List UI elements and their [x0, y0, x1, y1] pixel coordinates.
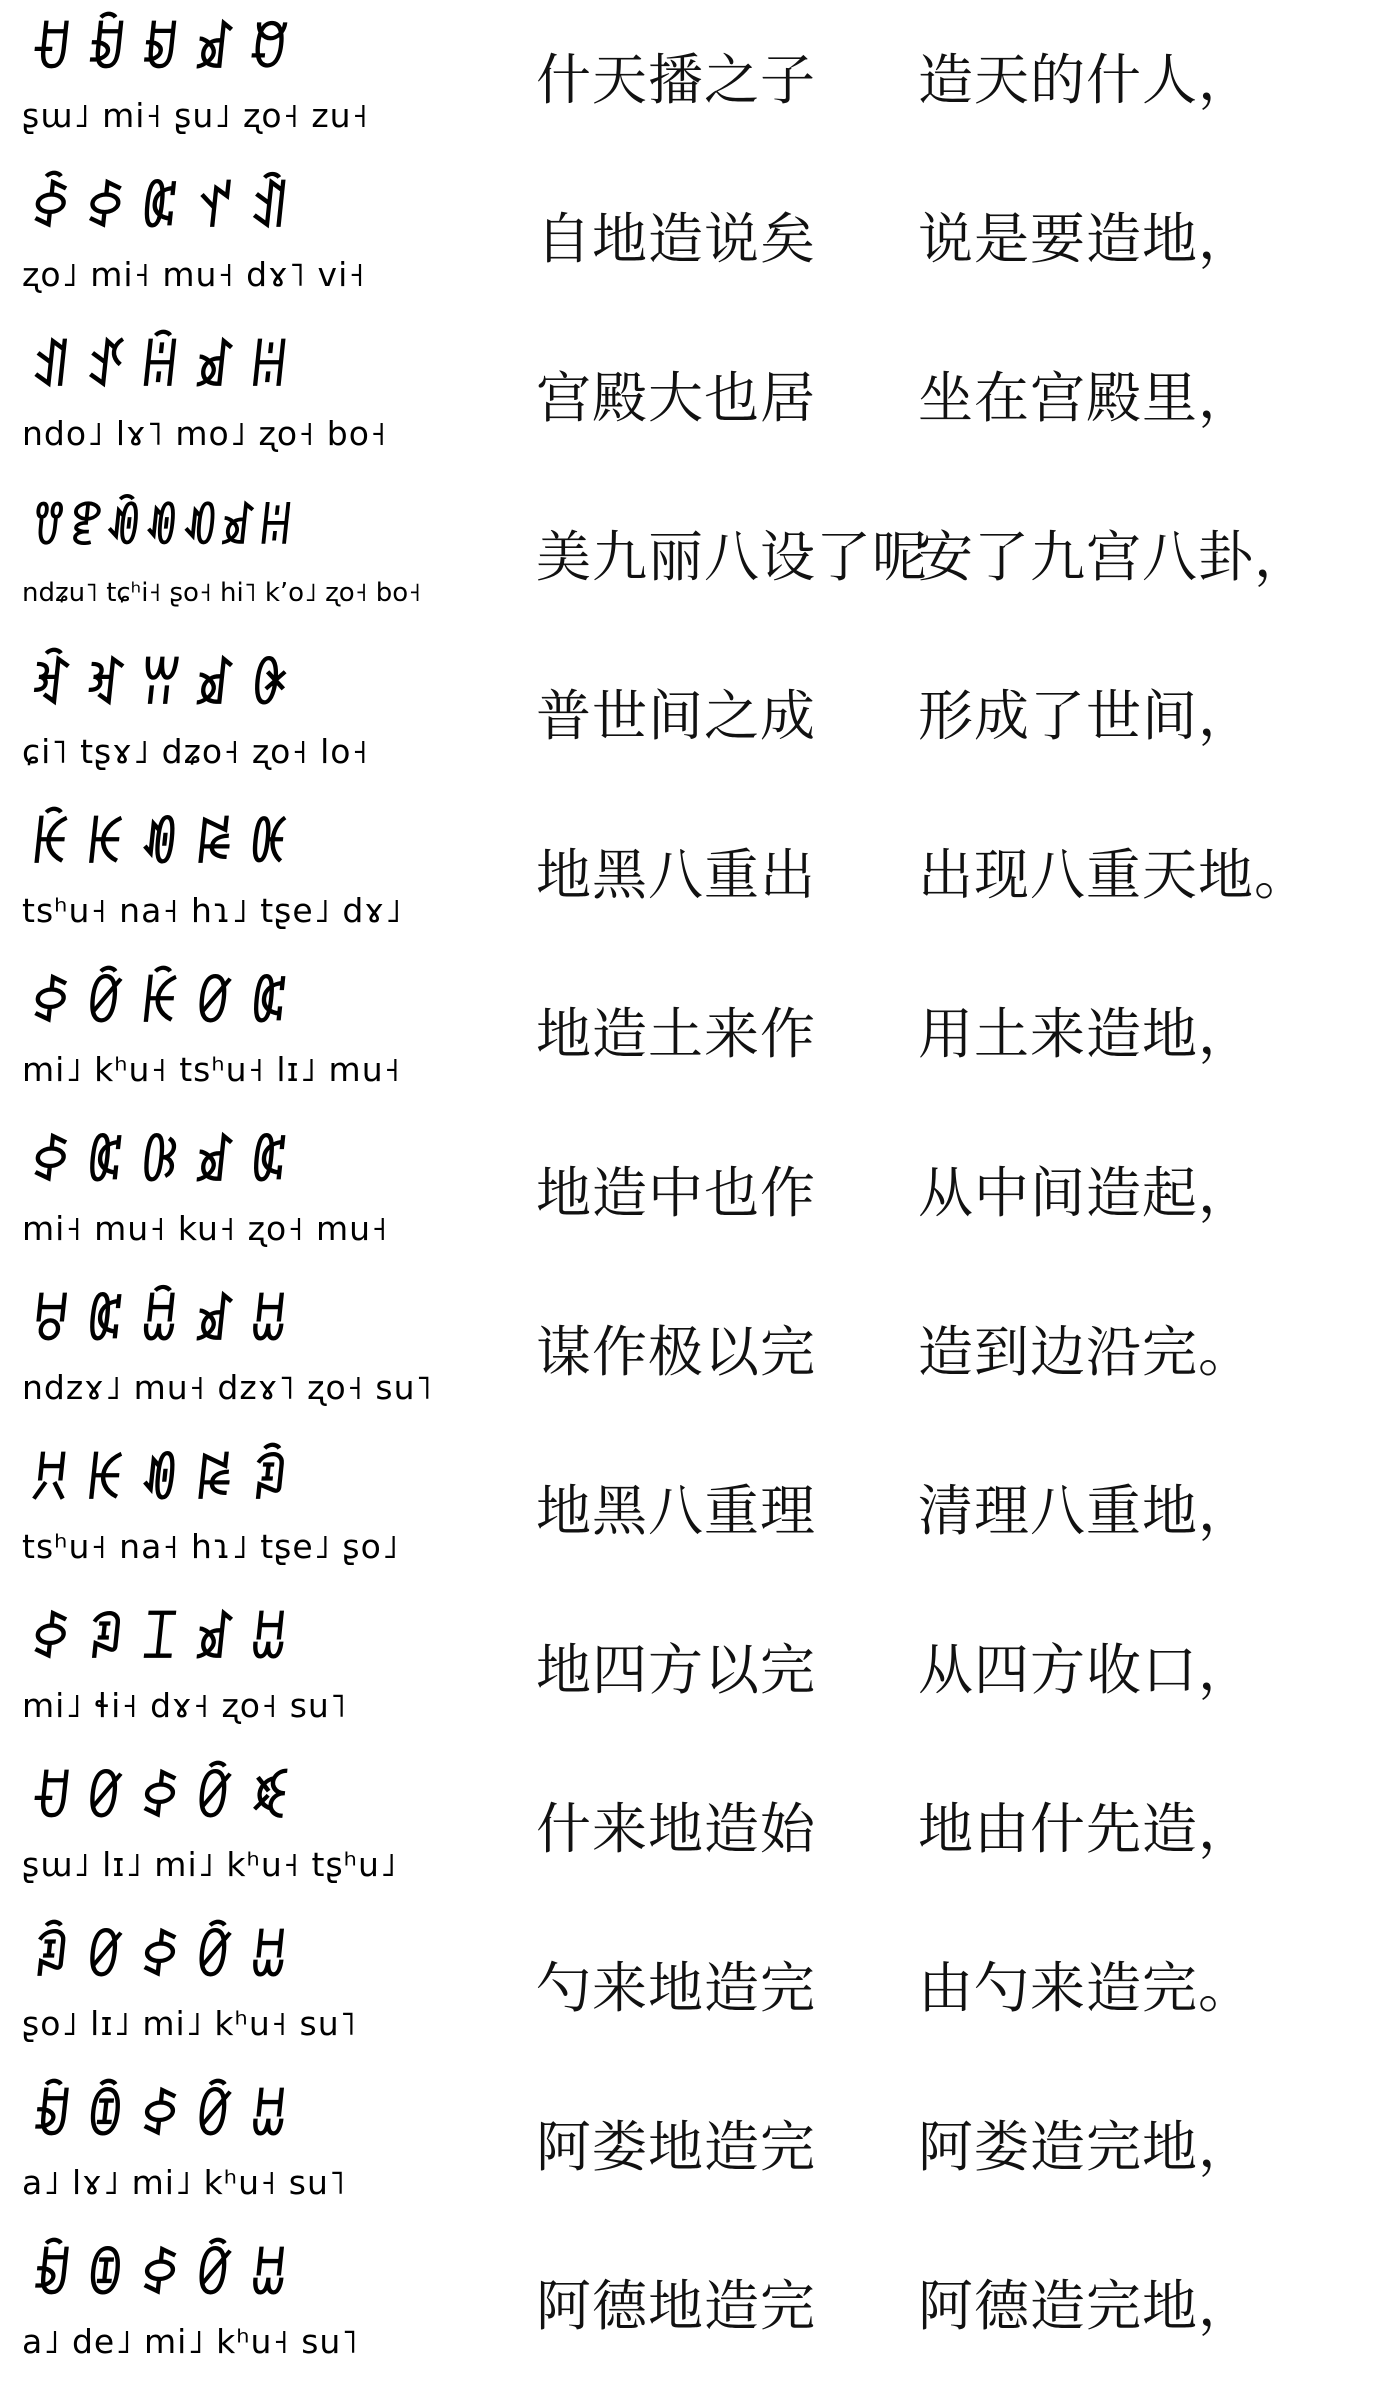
translation: 造天的什人， — [918, 48, 1255, 112]
yi-script-block — [22, 1119, 452, 1269]
yi-script-block — [22, 165, 452, 315]
verse-row — [0, 477, 1379, 636]
verse-row — [0, 1272, 1379, 1431]
literal-gloss: 地四方以完 — [536, 1638, 817, 1702]
literal-gloss: 地黑八重理 — [536, 1479, 817, 1543]
romanization-line: a˩ lɤ˩ mi˩ kʰu˧ su˥ — [22, 2163, 347, 2202]
literal-gloss: 美九丽八设了呢 — [536, 525, 929, 589]
yi-script-block — [22, 2073, 452, 2223]
yi-script-line: ꀎꀏꀐꀑꀒꀃꀍ — [27, 500, 299, 554]
yi-script-block — [22, 801, 452, 951]
yi-script-block — [22, 483, 452, 633]
translation: 地由什先造， — [918, 1797, 1255, 1861]
romanization-line: tsʰu˧ na˧ hɿ˩ tʂe˩ dɤ˩ — [22, 891, 403, 930]
yi-script-block — [22, 960, 452, 1110]
yi-script-line: ꀊꀋꀌꀃꀍ — [26, 338, 307, 398]
romanization-line: mi˩ ɬi˧ dɤ˧ ʐo˧ su˥ — [22, 1686, 348, 1725]
yi-script-block — [22, 1437, 452, 1587]
yi-script-line: ꀞꀇꀟꀃꀠ — [26, 1292, 307, 1352]
yi-script-line: ꀆꀛꀗꀜꀇ — [26, 974, 307, 1034]
translation: 从四方收口， — [918, 1638, 1255, 1702]
yi-script-line: ꀓꀔꀕꀃꀖ — [26, 656, 307, 716]
translation: 用土来造地， — [918, 1002, 1255, 1066]
romanization-line: ʐo˩ mi˧ mu˧ dɤ˥ vi˧ — [22, 255, 366, 294]
literal-gloss: 勺来地造完 — [536, 1956, 817, 2020]
translation: 说是要造地， — [918, 207, 1255, 271]
verse-row — [0, 1908, 1379, 2067]
translation: 由勺来造完。 — [918, 1956, 1255, 2020]
translation: 阿德造完地， — [918, 2274, 1255, 2338]
romanization-line: ʂɯ˩ lɪ˩ mi˩ kʰu˧ tʂʰu˩ — [22, 1845, 398, 1884]
yi-script-block — [22, 1914, 452, 2064]
literal-gloss: 什来地造始 — [536, 1797, 817, 1861]
verse-row — [0, 795, 1379, 954]
translation: 造到边沿完。 — [918, 1320, 1255, 1384]
verse-row — [0, 1113, 1379, 1272]
verse-row — [0, 1749, 1379, 1908]
yi-script-line: ꀆꀣꀤꀃꀠ — [26, 1610, 307, 1670]
literal-gloss: 阿德地造完 — [536, 2274, 817, 2338]
verse-row — [0, 1590, 1379, 1749]
romanization-line: ndʑu˥ tɕʰi˧ ʂo˧ hi˥ kʼo˩ ʐo˧ bo˧ — [22, 578, 422, 608]
romanization-line: ʂɯ˩ mi˧ ʂu˩ ʐo˧ zu˧ — [22, 96, 369, 135]
yi-script-block — [22, 1278, 452, 1428]
yi-script-line: ꀁꀧꀆꀛꀠ — [26, 2246, 307, 2306]
romanization-line: ʂo˩ lɪ˩ mi˩ kʰu˧ su˥ — [22, 2004, 357, 2043]
literal-gloss: 谋作极以完 — [536, 1320, 817, 1384]
yi-script-line: ꀀꀁꀂꀃꀄ — [26, 20, 307, 80]
literal-gloss: 地黑八重出 — [536, 843, 817, 907]
romanization-line: mi˩ kʰu˧ tsʰu˧ lɪ˩ mu˧ — [22, 1050, 401, 1089]
yi-script-line: ꀡꀘꀑꀙꀢ — [26, 1451, 307, 1511]
yi-script-line: ꀆꀇꀝꀃꀇ — [26, 1133, 307, 1193]
translation: 坐在宫殿里， — [918, 366, 1255, 430]
translation: 形成了世间， — [918, 684, 1255, 748]
literal-gloss: 什天播之子 — [536, 48, 817, 112]
literal-gloss: 自地造说矣 — [536, 207, 817, 271]
verse-row — [0, 318, 1379, 477]
verse-row — [0, 159, 1379, 318]
verse-row — [0, 2226, 1379, 2385]
literal-gloss: 普世间之成 — [536, 684, 817, 748]
yi-script-block — [22, 1755, 452, 1905]
yi-script-line: ꀢꀜꀆꀛꀠ — [26, 1928, 307, 1988]
literal-gloss: 地造土来作 — [536, 1002, 817, 1066]
verse-row — [0, 954, 1379, 1113]
yi-script-block — [22, 2232, 452, 2382]
yi-script-block — [22, 642, 452, 792]
yi-script-line: ꀅꀆꀇꀈꀉ — [26, 179, 307, 239]
romanization-line: ndzɤ˩ mu˧ dzɤ˥ ʐo˧ su˥ — [22, 1368, 433, 1407]
yi-script-line: ꀁꀦꀆꀛꀠ — [26, 2087, 307, 2147]
romanization-line: a˩ de˩ mi˩ kʰu˧ su˥ — [22, 2322, 359, 2361]
translation: 阿娄造完地， — [918, 2115, 1255, 2179]
romanization-line: ɕi˥ tʂɤ˩ dʑo˧ ʐo˧ lo˧ — [22, 732, 369, 771]
literal-gloss: 地造中也作 — [536, 1161, 817, 1225]
romanization-line: ndo˩ lɤ˥ mo˩ ʐo˧ bo˧ — [22, 414, 388, 453]
literal-gloss: 阿娄地造完 — [536, 2115, 817, 2179]
verse-row — [0, 2067, 1379, 2226]
verse-row — [0, 0, 1379, 159]
yi-script-block — [22, 324, 452, 474]
verse-row — [0, 1431, 1379, 1590]
romanization-line: mi˧ mu˧ ku˧ ʐo˧ mu˧ — [22, 1209, 389, 1248]
romanization-line: tsʰu˧ na˧ hɿ˩ tʂe˩ ʂo˩ — [22, 1527, 400, 1566]
translation: 出现八重天地。 — [918, 843, 1311, 907]
translation: 从中间造起， — [918, 1161, 1255, 1225]
translation: 清理八重地， — [918, 1479, 1255, 1543]
translation: 安了九宫八卦， — [918, 525, 1311, 589]
yi-script-line: ꀀꀜꀆꀛꀥ — [26, 1769, 307, 1829]
literal-gloss: 宫殿大也居 — [536, 366, 817, 430]
yi-script-block — [22, 1596, 452, 1746]
yi-script-line: ꀗꀘꀑꀙꀚ — [26, 815, 307, 875]
verse-row — [0, 636, 1379, 795]
yi-script-block — [22, 6, 452, 156]
